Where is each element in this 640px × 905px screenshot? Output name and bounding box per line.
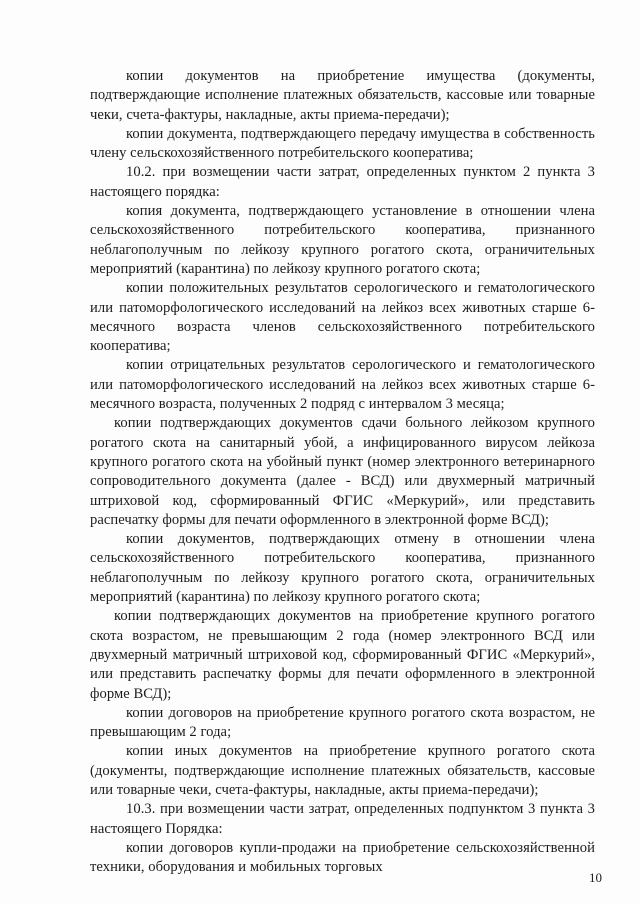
paragraph: копии договоров на приобретение крупного рогатого скота возрастом, не превышающим 2 года;	[90, 704, 595, 741]
paragraph: копии положительных результатов серологического и гематологического или патоморфологического исследований на лейкоз всех животных старше 6-месячного возраста членов сельскохозяйственного потребительского кооператива;	[90, 280, 595, 355]
paragraph: копии документа, подтверждающего передачу имущества в собственность члену сельскохозяйственного потребительского кооператива;	[90, 125, 595, 162]
paragraph: копии иных документов на приобретение крупного рогатого скота (документы, подтверждающие исполнение платежных обязательств, кассовые или товарные чеки, счета-фактуры, накладные, акты приема-передачи);	[90, 743, 595, 798]
paragraph: копии подтверждающих документов сдачи больного лейкозом крупного рогатого скота на санитарный убой, а инфицированного вирусом лейкоза крупного рогатого скота на убойный пункт (номер электронного ветеринарного сопроводительного документа (далее - ВСД) или двухмерный матричный штриховой код, сформированный ФГИС «Меркурий», или представить распечатку формы для печати оформленного в электронной форме ВСД);	[90, 415, 595, 528]
paragraph: копии подтверждающих документов на приобретение крупного рогатого скота возрастом, не превышающим 2 года (номер электронного ВСД или двухмерный матричный штриховой код, сформированный ФГИС «Меркурий», или представить распечатку формы для печати оформленного в электронной форме ВСД);	[90, 608, 595, 702]
paragraph: копии договоров купли-продажи на приобретение сельскохозяйственной техники, оборудования и мобильных торговых	[90, 839, 595, 876]
paragraph: копии документов, подтверждающих отмену в отношении члена сельскохозяйственного потребительского кооператива, признанного неблагополучным по лейкозу крупного рогатого скота, ограничительных мероприятий (карантина) по лейкозу крупного рогатого скота;	[90, 531, 595, 606]
document-body	[90, 67, 595, 877]
section-heading: 10.3. при возмещении части затрат, определенных подпунктом 3 пункта 3 настоящего Порядка:	[90, 801, 595, 837]
section-heading: 10.2. при возмещении части затрат, определенных пунктом 2 пункта 3 настоящего порядка:	[90, 164, 595, 200]
paragraph: копии документов на приобретение имущества (документы, подтверждающие исполнение платежных обязательств, кассовые или товарные чеки, счета-фактуры, накладные, акты приема-передачи);	[90, 68, 595, 123]
paragraph: копии отрицательных результатов серологического и гематологического или патоморфологического исследований на лейкоз всех животных старше 6-месячного возраста, полученных 2 подряд с интервалом 3 месяца;	[90, 357, 595, 413]
paragraph: копия документа, подтверждающего установление в отношении члена сельскохозяйственного потребительского кооператива, признанного неблагополучным по лейкозу крупного рогатого скота, ограничительных мероприятий (карантина) по лейкозу крупного рогатого скота;	[90, 203, 595, 277]
page-number: 10	[589, 870, 602, 885]
